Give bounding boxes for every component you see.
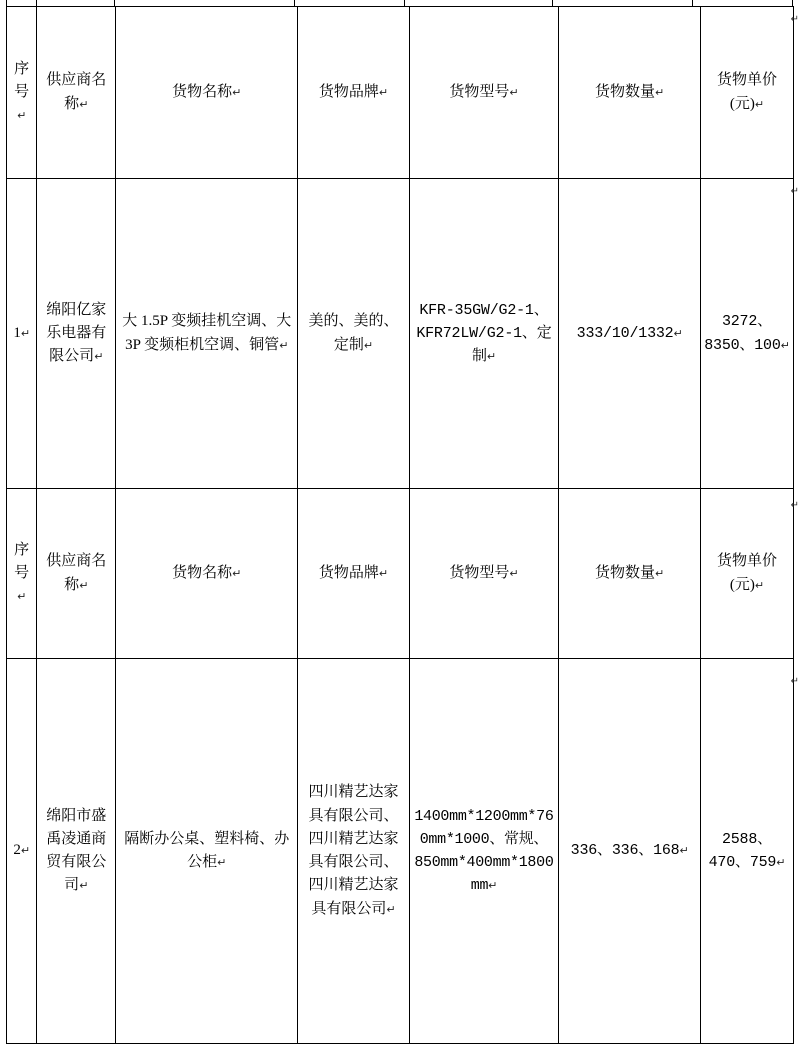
row1-model [409, 179, 559, 489]
row1-goods-name [116, 179, 298, 489]
header-supplier-label: 供应商名称 [46, 72, 107, 112]
header2-cell-supplier [37, 489, 116, 659]
pilcrow-mark: ↵ [17, 109, 27, 123]
pilcrow-mark: ↵ [488, 879, 498, 893]
row1-model-value: KFR-35GW/G2-1、KFR72LW/G2-1、定制 [416, 301, 552, 366]
header-cell-goods-name [116, 7, 298, 179]
header-cell-quantity [559, 7, 701, 179]
header2-cell-index [7, 489, 37, 659]
row2-goods-name [116, 659, 298, 1044]
header-cell-model [409, 7, 559, 179]
pilcrow-mark: ↵ [654, 85, 665, 99]
row2-model [409, 659, 559, 1044]
header2-cell-quantity [559, 489, 701, 659]
row2-index-value: 2 [13, 842, 21, 859]
header-index-label: 序号 [14, 60, 30, 100]
header2-cell-brand [298, 489, 409, 659]
pilcrow-mark: ↵ [20, 326, 31, 340]
row1-brand [298, 179, 409, 489]
pilcrow-mark: ↵ [754, 97, 765, 111]
header2-goods-name-label: 货物名称 [172, 564, 233, 581]
header2-index-label: 序号 [14, 541, 30, 581]
pilcrow-mark: ↵ [509, 85, 519, 99]
pilcrow-mark: ↵ [79, 879, 89, 893]
table-row [7, 179, 794, 489]
pilcrow-mark: ↵ [780, 338, 790, 352]
header2-model-label: 货物型号 [449, 564, 510, 581]
header2-cell-model [409, 489, 559, 659]
pilcrow-mark: ↵ [79, 97, 89, 111]
table-row [7, 659, 794, 1044]
row1-index-value: 1 [13, 324, 21, 341]
header2-supplier-label: 供应商名称 [46, 553, 107, 593]
header-goods-name-label: 货物名称 [172, 83, 233, 100]
header2-unit-price-label: 货物单价(元) [716, 553, 777, 593]
row1-goods-name-value: 大 1.5P 变频挂机空调、大 3P 变频柜机空调、铜管 [122, 313, 292, 353]
row1-index [7, 179, 37, 489]
header-brand-label: 货物品牌 [318, 83, 379, 100]
pilcrow-mark: ↵ [754, 578, 765, 592]
pilcrow-mark: ↵ [17, 590, 27, 604]
row1-unit-price [700, 179, 793, 489]
pilcrow-mark: ↵ [363, 338, 374, 352]
row2-goods-name-value: 隔断办公桌、塑料椅、办公柜 [124, 830, 290, 870]
row2-quantity-value: 336、336、168 [570, 842, 680, 860]
header-model-label: 货物型号 [449, 83, 510, 100]
table-header-row-2 [7, 489, 794, 659]
table-header-row-1 [7, 7, 794, 179]
row1-unit-price-value: 3272、8350、100 [704, 313, 781, 354]
pilcrow-mark: ↵ [20, 844, 31, 858]
pilcrow-mark: ↵ [378, 85, 389, 99]
header2-cell-goods-name [116, 489, 298, 659]
pilcrow-mark: ↵ [232, 566, 242, 580]
pilcrow-mark: ↵ [679, 844, 689, 858]
row2-model-value: 1400mm*1200mm*760mm*1000、常规、850mm*400mm*1800mm [414, 807, 554, 895]
row2-brand-value: 四川精艺达家具有限公司、四川精艺达家具有限公司、四川精艺达家具有限公司 [308, 784, 399, 917]
page-edge-marks: ↵ ↵ ↵ ↵ [790, 14, 799, 687]
pilcrow-mark: ↵ [232, 85, 242, 99]
row1-supplier-value: 绵阳亿家乐电器有限公司 [46, 301, 107, 365]
header-unit-price-label: 货物单价(元) [716, 72, 777, 112]
pilcrow-mark: ↵ [673, 326, 683, 340]
row2-brand [298, 659, 409, 1044]
pilcrow-mark: ↵ [386, 902, 396, 916]
row1-quantity-value: 333/10/1332 [576, 324, 674, 342]
pilcrow-mark: ↵ [509, 566, 519, 580]
header2-brand-label: 货物品牌 [318, 564, 379, 581]
pilcrow-mark: ↵ [776, 856, 786, 869]
pilcrow-mark: ↵ [79, 578, 89, 592]
pilcrow-mark: ↵ [486, 350, 496, 364]
header2-cell-unit-price [700, 489, 793, 659]
row2-supplier-value: 绵阳市盛禹凌通商贸有限公司 [46, 807, 107, 894]
table-top-edge [6, 0, 793, 6]
row1-quantity [559, 179, 701, 489]
header-cell-index [7, 7, 37, 179]
header-cell-supplier [37, 7, 116, 179]
pilcrow-mark: ↵ [378, 566, 389, 580]
row1-supplier [37, 179, 116, 489]
row2-index [7, 659, 37, 1044]
header-cell-brand [298, 7, 409, 179]
pilcrow-mark: ↵ [654, 566, 665, 580]
pilcrow-mark: ↵ [94, 350, 104, 364]
row2-supplier [37, 659, 116, 1044]
row1-brand-value: 美的、美的、定制 [308, 313, 399, 353]
row2-unit-price-value: 2588、470、759 [708, 830, 777, 871]
header-quantity-label: 货物数量 [594, 83, 655, 100]
goods-table [6, 6, 794, 1044]
pilcrow-mark: ↵ [217, 856, 227, 869]
header2-quantity-label: 货物数量 [594, 564, 655, 581]
row2-quantity [559, 659, 701, 1044]
row2-unit-price [700, 659, 793, 1044]
pilcrow-mark: ↵ [279, 338, 289, 352]
header-cell-unit-price [700, 7, 793, 179]
